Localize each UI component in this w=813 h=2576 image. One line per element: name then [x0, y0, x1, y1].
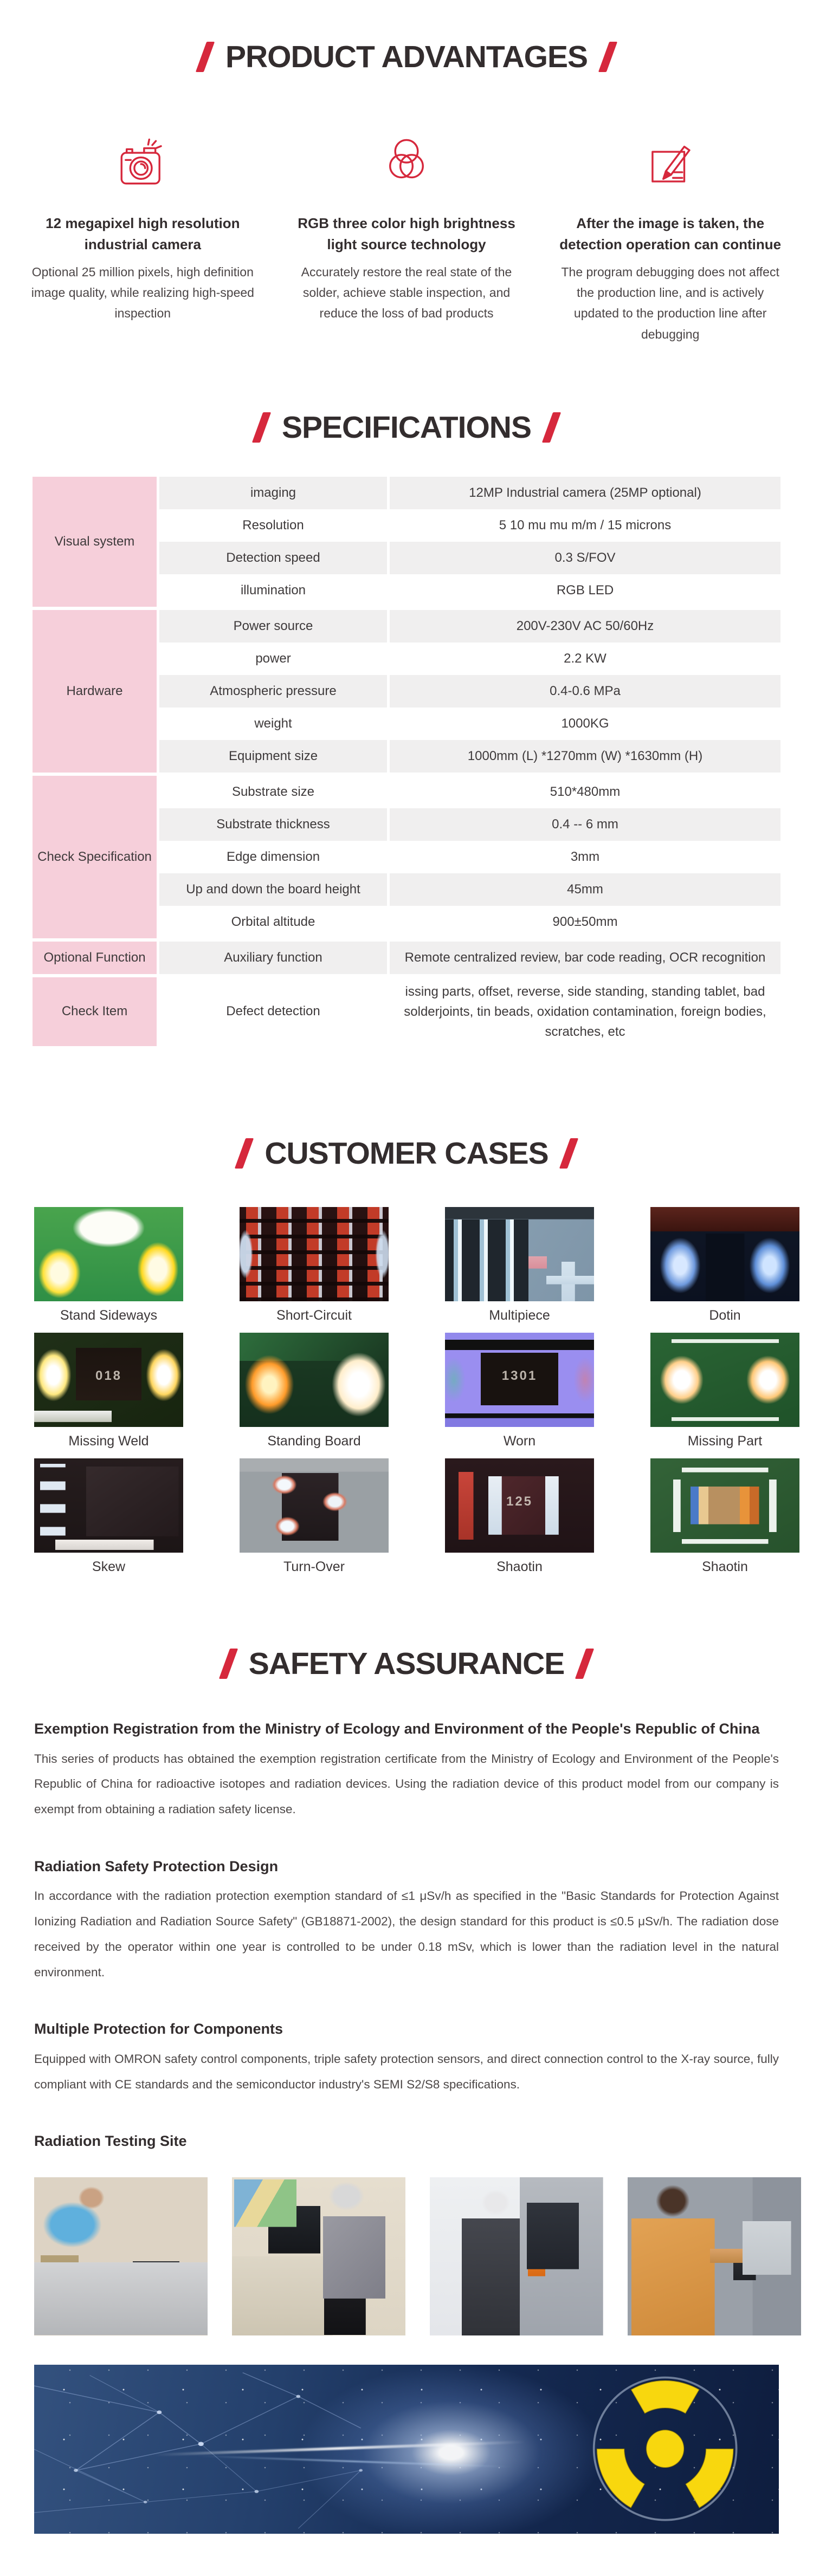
case-tile — [445, 1458, 594, 1575]
spec-label: Edge dimension — [226, 849, 320, 864]
safety-block-exemption — [34, 1715, 779, 1822]
case-image-standing-board — [240, 1333, 389, 1427]
table-row — [159, 977, 780, 1047]
table-row — [159, 942, 780, 974]
case-label: Turn-Over — [283, 1559, 345, 1575]
safety-block-testing-site — [34, 2127, 779, 2335]
advantages-title — [0, 39, 813, 75]
case-tile — [650, 1333, 799, 1450]
safety-block-multiple-protection — [34, 2015, 779, 2097]
spec-label: illumination — [240, 582, 306, 598]
chip-marking-text: 1301 — [501, 1368, 538, 1384]
spec-value: 0.4 -- 6 mm — [390, 808, 780, 841]
rgb-circles-icon — [378, 134, 435, 192]
spec-label: Substrate size — [231, 784, 315, 799]
network-plexus-graphic — [34, 2365, 451, 2534]
case-image-dotin — [650, 1207, 799, 1301]
spec-value: 900±50mm — [552, 914, 618, 930]
spec-value: 3mm — [570, 849, 600, 865]
safety-paragraph: In accordance with the radiation protection exemption standard of ≤1 μSv/h as specified in the "Basic Standards for Protection Against Ionizing Radiation and Radiation Source Safety" (GB18871-2002), the design standard for this product is ≤0.5 μSv/h. The radiation dose received by the operator within one year is controlled to be under 0.18 mSv, which is lower than the radiation level in the natural environment. — [34, 1889, 779, 1979]
advantage-card — [275, 134, 539, 345]
case-label: Standing Board — [267, 1433, 361, 1449]
section-product-advantages — [0, 0, 813, 345]
red-slash-icon — [575, 1649, 594, 1679]
section-customer-cases — [0, 1135, 813, 1575]
spec-group-check-specification — [33, 776, 780, 938]
spec-category: Check Specification — [33, 776, 157, 938]
spec-value: 12MP Industrial camera (25MP optional) — [390, 477, 780, 509]
table-row — [159, 574, 780, 607]
case-image-stand-sideways — [34, 1207, 183, 1301]
case-tile — [34, 1207, 183, 1324]
spec-label: power — [255, 651, 291, 666]
case-image-shaotin-2 — [650, 1458, 799, 1553]
spec-category: Visual system — [33, 477, 157, 607]
table-row — [159, 808, 780, 841]
case-label: Worn — [503, 1433, 536, 1449]
case-label: Missing Part — [687, 1433, 763, 1449]
safety-paragraph: Equipped with OMRON safety control components, triple safety protection sensors, and direct connection control to the X-ray source, fully compliant with CE standards and the semiconductor industry's SEMI S2/S8 specifications. — [34, 2052, 779, 2091]
spec-label: Up and down the board height — [159, 873, 387, 906]
red-slash-icon — [252, 412, 271, 443]
spec-group-check-item — [33, 977, 780, 1047]
spec-value: 1000mm (L) *1270mm (W) *1630mm (H) — [390, 740, 780, 773]
case-tile — [240, 1333, 389, 1450]
spec-label: Auxiliary function — [159, 942, 387, 974]
spec-category: Hardware — [33, 610, 157, 773]
spec-value: 200V-230V AC 50/60Hz — [390, 610, 780, 643]
case-tile — [34, 1458, 183, 1575]
spec-group-visual-system — [33, 477, 780, 607]
spec-value: 510*480mm — [550, 784, 621, 800]
safety-content — [34, 1715, 779, 2335]
spec-label: Equipment size — [159, 740, 387, 773]
case-tile — [650, 1458, 799, 1575]
case-tile — [240, 1207, 389, 1324]
case-tile — [34, 1333, 183, 1450]
red-slash-icon — [559, 1138, 578, 1169]
radiation-trefoil-icon — [592, 2376, 738, 2521]
section-title: SAFETY ASSURANCE — [248, 1646, 565, 1682]
spec-label: Orbital altitude — [231, 914, 315, 929]
table-row — [159, 906, 780, 938]
case-image-worn — [445, 1333, 594, 1427]
testing-site-photo-3 — [430, 2177, 603, 2335]
chip-marking-text: 125 — [506, 1494, 533, 1509]
advantage-card — [538, 134, 802, 345]
safety-heading: Exemption Registration from the Ministry of Ecology and Environment of the People's Republic of China — [34, 1721, 760, 1737]
spec-value: 1000KG — [561, 716, 609, 731]
case-label: Missing Weld — [68, 1433, 149, 1449]
case-image-skew — [34, 1458, 183, 1553]
spec-value: 5 10 mu mu m/m / 15 microns — [499, 518, 672, 533]
safety-block-radiation-design — [34, 1853, 779, 1985]
testing-site-photo-2 — [232, 2177, 405, 2335]
spec-value: 0.4-0.6 MPa — [390, 675, 780, 708]
table-row — [159, 708, 780, 740]
table-row — [159, 740, 780, 773]
advantage-body: Optional 25 million pixels, high definition image quality, while realizing high-speed inspection — [31, 265, 254, 321]
specifications-table — [33, 477, 780, 1047]
testing-site-photo-4 — [628, 2177, 801, 2335]
spec-value: 0.3 S/FOV — [390, 542, 780, 574]
spec-value: 2.2 KW — [564, 651, 606, 666]
case-label: Dotin — [709, 1308, 741, 1323]
spec-group-optional-function — [33, 942, 780, 974]
advantage-heading: After the image is taken, the detection operation can continue — [559, 215, 782, 252]
safety-heading: Radiation Safety Protection Design — [34, 1858, 279, 1874]
advantage-body: Accurately restore the real state of the solder, achieve stable inspection, and reduce the loss of bad products — [301, 265, 512, 321]
case-label: Shaotin — [496, 1559, 543, 1575]
spec-label: Detection speed — [159, 542, 387, 574]
case-image-multipiece — [445, 1207, 594, 1301]
advantage-heading: 12 megapixel high resolution industrial camera — [46, 215, 240, 252]
specifications-title — [0, 410, 813, 445]
case-label: Stand Sideways — [60, 1308, 158, 1323]
section-specifications — [0, 410, 813, 1047]
spec-label: Defect detection — [226, 1004, 320, 1019]
red-slash-icon — [235, 1138, 254, 1169]
red-slash-icon — [598, 42, 617, 72]
table-row — [159, 610, 780, 643]
case-image-turn-over — [240, 1458, 389, 1553]
spec-category: Check Item — [33, 977, 157, 1047]
spec-value: RGB LED — [556, 583, 614, 598]
spec-label: weight — [254, 716, 292, 731]
section-title: SPECIFICATIONS — [282, 410, 531, 445]
table-row — [159, 542, 780, 574]
testing-site-photo-grid — [34, 2177, 779, 2335]
section-title: PRODUCT ADVANTAGES — [225, 40, 588, 74]
edit-note-icon — [642, 134, 699, 192]
spec-label: imaging — [159, 477, 387, 509]
spec-value: issing parts, offset, reverse, side standing, standing tablet, bad solderjoints, tin beads, oxidation contamination, foreign bodies, scratches, etc — [404, 984, 766, 1040]
spec-category: Optional Function — [33, 942, 157, 974]
cases-title — [0, 1135, 813, 1171]
case-label: Short-Circuit — [276, 1308, 352, 1323]
case-image-missing-part — [650, 1333, 799, 1427]
advantage-card — [11, 134, 275, 345]
spec-label: Substrate thickness — [159, 808, 387, 841]
spec-group-hardware — [33, 610, 780, 773]
spec-value: 45mm — [390, 873, 780, 906]
case-tile — [445, 1207, 594, 1324]
table-row — [159, 776, 780, 808]
spec-value: Remote centralized review, bar code reading, OCR recognition — [390, 942, 780, 974]
cases-grid — [34, 1207, 813, 1575]
table-row — [159, 477, 780, 509]
advantage-heading: RGB three color high brightness light source technology — [298, 215, 515, 252]
case-label: Multipiece — [489, 1308, 550, 1323]
red-slash-icon — [196, 42, 215, 72]
advantage-body: The program debugging does not affect the production line, and is actively updated to the production line after debugging — [561, 265, 779, 341]
advantages-grid — [0, 134, 813, 345]
table-row — [159, 643, 780, 675]
case-tile — [445, 1333, 594, 1450]
case-image-shaotin-1 — [445, 1458, 594, 1553]
safety-heading: Radiation Testing Site — [34, 2133, 187, 2150]
chip-marking-text: 018 — [95, 1368, 122, 1384]
section-safety-assurance — [0, 1646, 813, 2533]
red-slash-icon — [219, 1649, 238, 1679]
spec-label: Resolution — [242, 517, 304, 533]
safety-title — [0, 1646, 813, 1682]
spec-label: Power source — [159, 610, 387, 643]
table-row — [159, 509, 780, 542]
section-title: CUSTOMER CASES — [264, 1136, 549, 1171]
case-tile — [240, 1458, 389, 1575]
radiation-banner — [34, 2365, 779, 2534]
table-row — [159, 841, 780, 873]
camera-icon — [114, 134, 171, 192]
safety-paragraph: This series of products has obtained the exemption registration certificate from the Ministry of Ecology and Environment of the People's Republic of China for radioactive isotopes and radiation devices. Using the radiation device of this product model from our company is exempt from obtaining a radiation safety license. — [34, 1751, 779, 1816]
case-tile — [650, 1207, 799, 1324]
table-row — [159, 675, 780, 708]
red-slash-icon — [542, 412, 561, 443]
table-row — [159, 873, 780, 906]
case-label: Skew — [92, 1559, 126, 1575]
case-image-short-circuit — [240, 1207, 389, 1301]
safety-heading: Multiple Protection for Components — [34, 2021, 283, 2038]
case-image-missing-weld — [34, 1333, 183, 1427]
case-label: Shaotin — [702, 1559, 748, 1575]
spec-label: Atmospheric pressure — [159, 675, 387, 708]
testing-site-photo-1 — [34, 2177, 208, 2335]
